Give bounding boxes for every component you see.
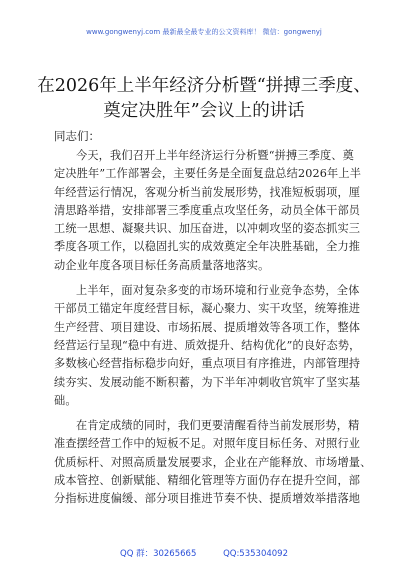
paragraph-2-line: 多数核心经营指标稳步向好，重点项目有序推进，内部管理持 xyxy=(54,357,361,371)
qq-number: QQ:535304092 xyxy=(223,549,288,559)
paragraph-1-line: 清思路举措，安排部署三季度重点攻坚任务，动员全体干部员 xyxy=(54,203,361,217)
paragraph-3-line: 在肯定成绩的同时，我们更要清醒看待当前发展形势，精 xyxy=(76,419,360,433)
paragraph-1-line: 年经营运行情况，客观分析当前发展形势，找准短板弱项，厘 xyxy=(54,185,361,199)
paragraph-gap xyxy=(54,410,358,417)
paragraph-2-line: 干部员工锚定年度经营目标，凝心聚力、实干攻坚，统筹推进 xyxy=(54,302,361,316)
website-banner: www.gongwenyj.com 最新最全最专业的公文资料库！ 微信：gongwenyj xyxy=(86,28,322,36)
paragraph-2-line: 续夯实、发展动能不断积蓄，为下半年冲刺收官筑牢了坚实基 xyxy=(54,375,361,389)
paragraph-2-line: 经营运行呈现“稳中有进、质效提升、结构优化”的良好态势， xyxy=(54,338,361,352)
paragraph-3-line: 成本管控、创新赋能、精细化管理等方面仍存在提升空间，部 xyxy=(54,474,361,488)
paragraph-3-line: 优质标杆、对照高质量发展要求，企业在产能释放、市场增量、 xyxy=(54,455,372,469)
paragraph-3-line: 分指标进度偏缓、部分项目推进节奏不快、提质增效举措落地 xyxy=(54,492,361,506)
document-title-line-1: 在2026年上半年经济分析暨“拼搏三季度、 xyxy=(37,76,371,96)
paragraph-3-line: 准查摆经营工作中的短板不足。对照年度目标任务、对照行业 xyxy=(54,437,361,451)
paragraph-1-line: 定决胜年”工作部署会，主要任务是全面复盘总结2026年上半 xyxy=(54,167,362,181)
footer-contact xyxy=(0,547,408,559)
document-title-line-2: 奠定决胜年”会议上的讲话 xyxy=(103,101,305,121)
paragraph-1-line: 季度各项工作，以稳固扎实的成效奠定全年决胜基础，全力推 xyxy=(54,240,361,254)
paragraph-1-line: 今天，我们召开上半年经济运行分析暨“拼搏三季度、奠 xyxy=(76,149,354,162)
paragraph-gap xyxy=(54,275,358,282)
paragraph-2-line: 础。 xyxy=(54,393,77,407)
paragraph-2-line: 上半年，面对复杂多变的市场环境和行业竞争态势，全体 xyxy=(76,284,360,298)
qq-group-number: QQ 群：30265665 xyxy=(120,549,197,559)
paragraph-2-line: 生产经营、项目建设、市场拓展、提质增效等各项工作，整体 xyxy=(54,320,361,334)
speech-body xyxy=(54,147,372,509)
paragraph-1-line: 工统一思想、凝聚共识、加压奋进，以冲刺攻坚的姿态抓实三 xyxy=(54,222,361,236)
paragraph-1-line: 动企业年度各项目标任务高质量落地落实。 xyxy=(54,258,270,272)
salutation: 同志们： xyxy=(54,129,100,143)
